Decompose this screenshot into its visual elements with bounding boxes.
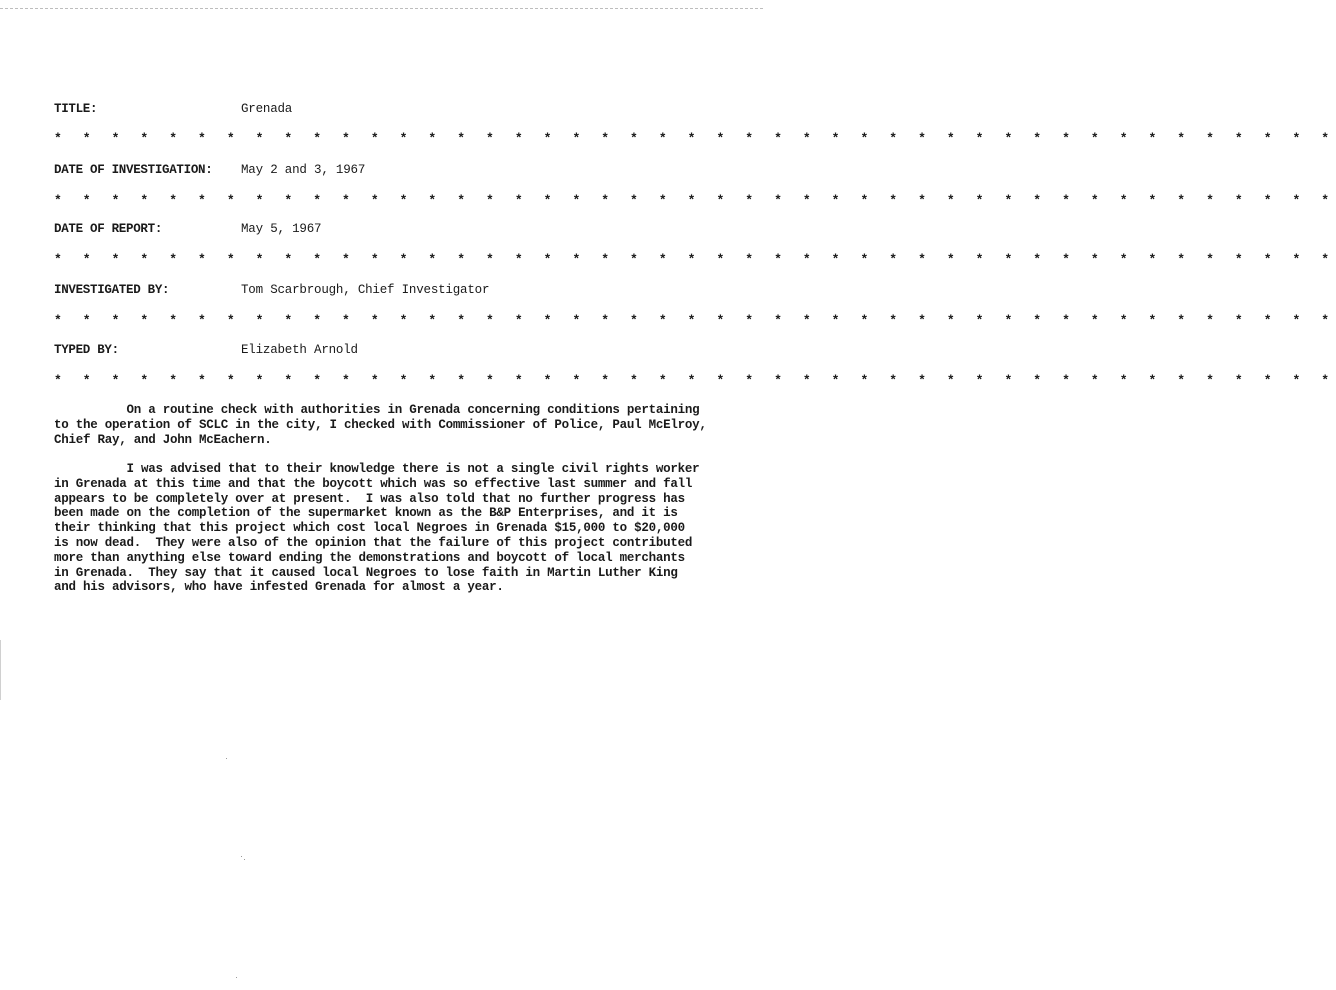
page-top-edge: [0, 0, 763, 9]
paragraph-line: Chief Ray, and John McEachern.: [54, 432, 272, 447]
paragraph-line: their thinking that this project which cost local Negroes in Grenada $15,000 to $20,000: [54, 521, 685, 536]
scan-speck: [236, 977, 237, 978]
star-separator: * * * * * * * * * * * * * * * * * * * * * * * * * * * * * * * * * * * * * * * * * * * * *: [54, 193, 1336, 208]
paragraph-line: I was advised that to their knowledge there is not a single civil rights worker: [54, 462, 700, 476]
scan-speck: [226, 758, 227, 759]
scan-edge-mark: [0, 640, 1, 700]
paragraph-line: On a routine check with authorities in Grenada concerning conditions pertaining: [54, 403, 700, 417]
paragraph-line: more than anything else toward ending the demonstrations and boycott of local merchants: [54, 550, 685, 565]
paragraph-line: in Grenada at this time and that the boycott which was so effective last summer and fall: [54, 476, 693, 491]
investigated-by-value: Tom Scarbrough, Chief Investigator: [241, 283, 490, 297]
paragraph-line: is now dead. They were also of the opinion that the failure of this project contributed: [54, 535, 693, 550]
paragraph-line: to the operation of SCLC in the city, I checked with Commissioner of Police, Paul McElroy,: [54, 417, 707, 432]
typed-by-value: Elizabeth Arnold: [241, 343, 358, 357]
star-separator: * * * * * * * * * * * * * * * * * * * * * * * * * * * * * * * * * * * * * * * * * * * * *: [54, 131, 1336, 146]
star-separator: * * * * * * * * * * * * * * * * * * * * * * * * * * * * * * * * * * * * * * * * * * * * *: [54, 252, 1336, 267]
scan-speck: [241, 856, 242, 857]
scan-speck: [244, 859, 245, 860]
date-of-report-value: May 5, 1967: [241, 222, 322, 236]
body-paragraph-2: [54, 462, 729, 595]
paragraph-line: appears to be completely over at present. I was also told that no further progress has: [54, 491, 685, 506]
title-label: TITLE:: [54, 102, 98, 116]
typed-by-label: TYPED BY:: [54, 343, 119, 357]
paragraph-line: and his advisors, who have infested Grenada for almost a year.: [54, 580, 504, 595]
paragraph-line: in Grenada. They say that it caused local Negroes to lose faith in Martin Luther King: [54, 565, 678, 580]
date-of-investigation-value: May 2 and 3, 1967: [241, 163, 366, 177]
title-value: Grenada: [241, 102, 293, 116]
paragraph-line: been made on the completion of the supermarket known as the B&P Enterprises, and it is: [54, 506, 678, 521]
star-separator: * * * * * * * * * * * * * * * * * * * * * * * * * * * * * * * * * * * * * * * * * * * * *: [54, 313, 1336, 328]
body-paragraph-1: [54, 403, 729, 447]
investigated-by-label: INVESTIGATED BY:: [54, 283, 170, 297]
date-of-report-label: DATE OF REPORT:: [54, 222, 163, 236]
date-of-investigation-label: DATE OF INVESTIGATION:: [54, 163, 213, 177]
star-separator: * * * * * * * * * * * * * * * * * * * * * * * * * * * * * * * * * * * * * * * * * * * * *: [54, 373, 1336, 388]
